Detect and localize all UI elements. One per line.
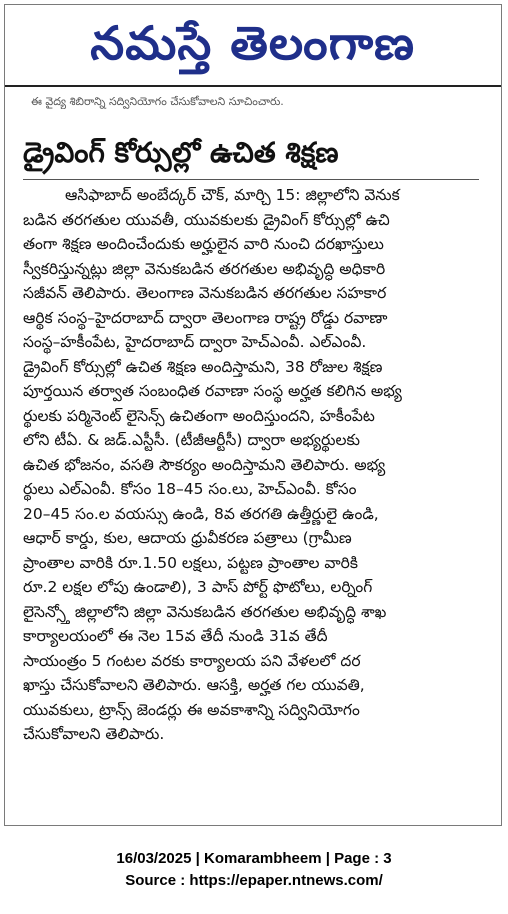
article-line: ఆసిఫాబాద్ అంబేద్కర్ చౌక్, మార్చి 15: జిల్లాలోని వెనుక bbox=[65, 186, 400, 204]
article-line: కార్యాలయంలో ఈ నెల 15వ తేదీ నుండి 31వ తేదీ bbox=[23, 627, 328, 645]
article-line: లోని టీఏ. & జడ్.ఎస్టీసీ. (టీజీఆర్టీసీ) ద్వారా అభ్యర్థులకు bbox=[23, 431, 360, 449]
article-line: సాయంత్రం 5 గంటల వరకు కార్యాలయ పని వేళలలో దర bbox=[23, 651, 361, 670]
article-line: రూ.2 లక్షల లోపు ఉండాలి), 3 పాస్ పోర్ట్ ఫొటోలు, లర్నింగ్ bbox=[23, 578, 373, 596]
article-line: ఖాస్తు చేసుకోవాలని తెలిపారు. ఆసక్తి, అర్హత గల యువతి, bbox=[23, 676, 365, 694]
article-line: ర్థులు ఎల్ఎంవీ. కోసం 18–45 సం.లు, హెచ్ఎంవీ. కోసం bbox=[23, 480, 357, 498]
footer-source: Source : https://epaper.ntnews.com/ bbox=[125, 872, 383, 889]
masthead bbox=[5, 11, 501, 75]
previous-article-tail: ఈ వైద్య శిబిరాన్ని సద్వినియోగం చేసుకోవాలని సూచించారు. bbox=[31, 95, 284, 108]
article-line: డ్రైవింగ్ కోర్సుల్లో ఉచిత శిక్షణ అందిస్తామని, 38 రోజుల శిక్షణ bbox=[23, 357, 383, 376]
article-line: లైసెన్స్తో జిల్లాలోని జిల్లా వెనుకబడిన తరగతుల అభివృద్ధి శాఖ bbox=[23, 602, 387, 621]
article-line: ర్థులకు పర్మినెంట్ లైసెన్స్ ఉచితంగా అందిస్తుందని, హకీంపేట bbox=[23, 406, 375, 425]
article-headline: డ్రైవింగ్ కోర్సుల్లో ఉచిత శిక్షణ bbox=[23, 136, 339, 169]
article-line: ప్రాంతాల వారికి రూ.1.50 లక్షలు, పట్టణ ప్రాంతాల వారికి bbox=[23, 553, 358, 572]
article-line: చేసుకోవాలని తెలిపారు. bbox=[23, 725, 165, 743]
article-line: ఉచిత భోజనం, వసతి సౌకర్యం అందిస్తామని తెలిపారు. అభ్య bbox=[23, 455, 386, 474]
newspaper-clipping bbox=[4, 4, 502, 826]
article-line: యువకులు, ట్రాన్స్ జెండర్లు ఈ అవకాశాన్ని సద్వినియోగం bbox=[23, 700, 360, 719]
article-line: సజీవన్ తెలిపారు. తెలంగాణ వెనుకబడిన తరగతుల సహకార bbox=[23, 284, 387, 302]
article-line: స్వీకరిస్తున్నట్లు జిల్లా వెనుకబడిన తరగతుల అభివృద్ధి అధికారి bbox=[23, 259, 386, 278]
masthead-title: నమస్తే తెలంగాణ bbox=[90, 16, 416, 70]
article-body bbox=[23, 183, 477, 747]
article-line: 20–45 సం.ల వయస్సు ఉండి, 8వ తరగతి ఉత్తీర్ణులై ఉండి, bbox=[23, 504, 379, 523]
article-line: తంగా శిక్షణ అందించేందుకు అర్హులైన వారి నుంచి దరఖాస్తులు bbox=[23, 235, 384, 253]
footer-date-edition: 16/03/2025 | Komarambheem | Page : 3 bbox=[116, 850, 392, 867]
article-line: ఆర్థిక సంస్థ–హైదరాబాద్ ద్వారా తెలంగాణ రాష్ట్ర రోడ్డు రవాణా bbox=[23, 308, 388, 327]
article-line: సంస్థ–హకీంపేట, హైదరాబాద్ ద్వారా హెచ్ఎంవీ. ఎల్ఎంవీ. bbox=[23, 333, 367, 351]
clipping-footer bbox=[0, 848, 508, 892]
article-line: బడిన తరగతుల యువతీ, యువకులకు డ్రైవింగ్ కోర్సుల్లో ఉచి bbox=[23, 210, 390, 229]
masthead-divider bbox=[5, 85, 501, 87]
article-line: ఆధార్ కార్డు, కుల, ఆదాయ ధ్రువీకరణ పత్రాలు (గ్రామీణ bbox=[23, 529, 352, 547]
headline-rule bbox=[23, 179, 479, 180]
article-line: పూర్తయిన తర్వాత సంబంధిత రవాణా సంస్థ అర్హత కలిగిన అభ్య bbox=[23, 382, 402, 400]
